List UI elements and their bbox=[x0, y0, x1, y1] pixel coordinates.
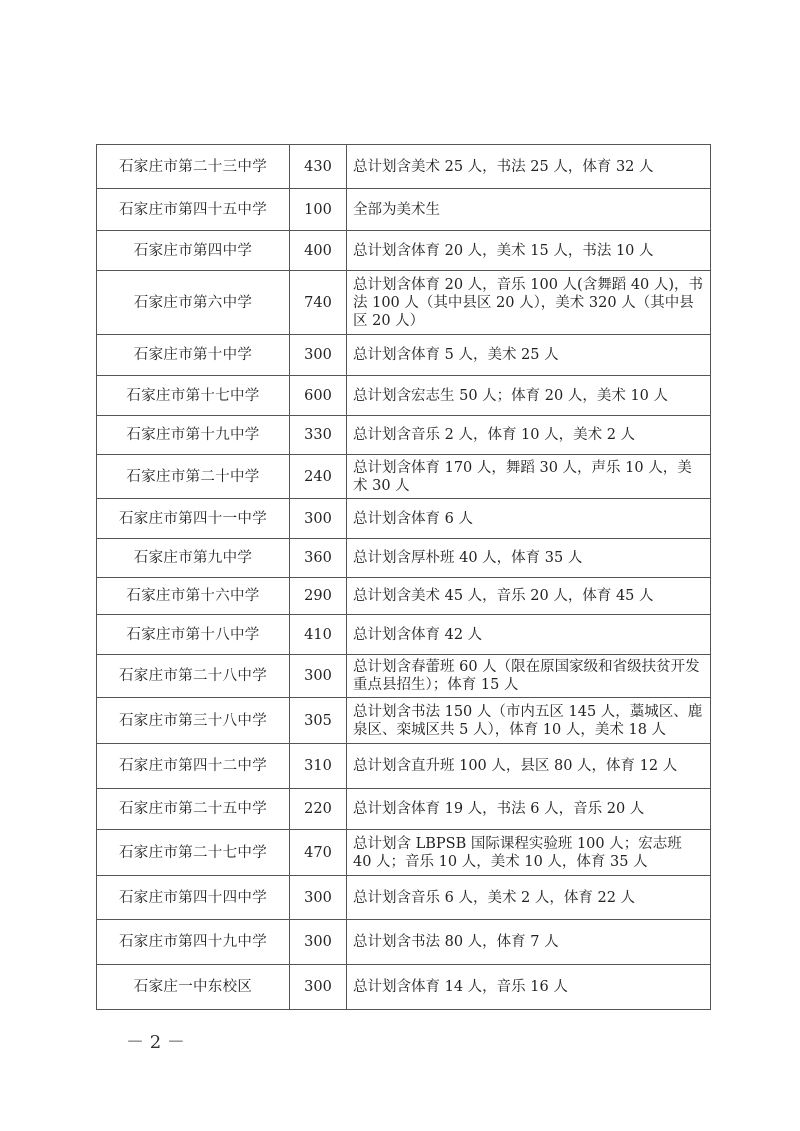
plan-note-cell: 总计划含美术 45 人，音乐 20 人，体育 45 人 bbox=[347, 578, 711, 615]
enrollment-count-cell: 330 bbox=[290, 416, 347, 455]
enrollment-plan-table bbox=[96, 144, 711, 1010]
table-row bbox=[97, 965, 711, 1010]
enrollment-count-cell: 740 bbox=[290, 271, 347, 335]
table-row bbox=[97, 416, 711, 455]
table-row bbox=[97, 578, 711, 615]
school-name-cell: 石家庄市第十七中学 bbox=[97, 376, 290, 416]
school-name-cell: 石家庄市第十六中学 bbox=[97, 578, 290, 615]
enrollment-count-cell: 430 bbox=[290, 145, 347, 189]
enrollment-count-cell: 100 bbox=[290, 189, 347, 231]
plan-note-cell: 总计划含音乐 2 人，体育 10 人，美术 2 人 bbox=[347, 416, 711, 455]
school-name-cell: 石家庄市第四十二中学 bbox=[97, 744, 290, 789]
table-row bbox=[97, 499, 711, 539]
school-name-cell: 石家庄市第二十五中学 bbox=[97, 789, 290, 830]
school-name-cell: 石家庄市第四十五中学 bbox=[97, 189, 290, 231]
enrollment-count-cell: 240 bbox=[290, 455, 347, 499]
table-row bbox=[97, 539, 711, 578]
table-row bbox=[97, 698, 711, 744]
plan-note-cell: 总计划含宏志生 50 人；体育 20 人，美术 10 人 bbox=[347, 376, 711, 416]
plan-note-cell: 总计划含体育 19 人，书法 6 人，音乐 20 人 bbox=[347, 789, 711, 830]
school-name-cell: 石家庄市第四十九中学 bbox=[97, 920, 290, 965]
school-name-cell: 石家庄市第二十三中学 bbox=[97, 145, 290, 189]
plan-note-cell: 总计划含体育 170 人，舞蹈 30 人，声乐 10 人，美术 30 人 bbox=[347, 455, 711, 499]
enrollment-count-cell: 400 bbox=[290, 231, 347, 271]
plan-note-cell: 总计划含音乐 6 人，美术 2 人，体育 22 人 bbox=[347, 876, 711, 920]
table-row bbox=[97, 876, 711, 920]
school-name-cell: 石家庄一中东校区 bbox=[97, 965, 290, 1010]
school-name-cell: 石家庄市第十中学 bbox=[97, 335, 290, 376]
enrollment-count-cell: 600 bbox=[290, 376, 347, 416]
plan-note-cell: 总计划含美术 25 人，书法 25 人，体育 32 人 bbox=[347, 145, 711, 189]
table-row bbox=[97, 271, 711, 335]
table-row bbox=[97, 830, 711, 876]
school-name-cell: 石家庄市第三十八中学 bbox=[97, 698, 290, 744]
enrollment-count-cell: 310 bbox=[290, 744, 347, 789]
school-name-cell: 石家庄市第十八中学 bbox=[97, 615, 290, 655]
plan-note-cell: 总计划含体育 20 人，美术 15 人，书法 10 人 bbox=[347, 231, 711, 271]
school-name-cell: 石家庄市第四十一中学 bbox=[97, 499, 290, 539]
enrollment-count-cell: 300 bbox=[290, 876, 347, 920]
school-name-cell: 石家庄市第六中学 bbox=[97, 271, 290, 335]
enrollment-count-cell: 470 bbox=[290, 830, 347, 876]
plan-note-cell: 总计划含体育 5 人，美术 25 人 bbox=[347, 335, 711, 376]
enrollment-count-cell: 410 bbox=[290, 615, 347, 655]
enrollment-count-cell: 300 bbox=[290, 655, 347, 698]
school-name-cell: 石家庄市第十九中学 bbox=[97, 416, 290, 455]
table-row bbox=[97, 455, 711, 499]
table-body bbox=[97, 145, 711, 1010]
plan-note-cell: 总计划含体育 14 人，音乐 16 人 bbox=[347, 965, 711, 1010]
school-name-cell: 石家庄市第二十八中学 bbox=[97, 655, 290, 698]
school-name-cell: 石家庄市第四中学 bbox=[97, 231, 290, 271]
page-number: － 2 － bbox=[126, 1032, 185, 1053]
enrollment-count-cell: 300 bbox=[290, 920, 347, 965]
table-row bbox=[97, 335, 711, 376]
school-name-cell: 石家庄市第二十七中学 bbox=[97, 830, 290, 876]
table-row bbox=[97, 231, 711, 271]
plan-note-cell: 全部为美术生 bbox=[347, 189, 711, 231]
plan-note-cell: 总计划含直升班 100 人，县区 80 人，体育 12 人 bbox=[347, 744, 711, 789]
plan-note-cell: 总计划含体育 42 人 bbox=[347, 615, 711, 655]
plan-note-cell: 总计划含体育 6 人 bbox=[347, 499, 711, 539]
table-row bbox=[97, 789, 711, 830]
school-name-cell: 石家庄市第四十四中学 bbox=[97, 876, 290, 920]
enrollment-count-cell: 305 bbox=[290, 698, 347, 744]
plan-note-cell: 总计划含书法 150 人（市内五区 145 人，藁城区、鹿泉区、栾城区共 5 人），体育 10 人，美术 18 人 bbox=[347, 698, 711, 744]
plan-note-cell: 总计划含春蕾班 60 人（限在原国家级和省级扶贫开发重点县招生）；体育 15 人 bbox=[347, 655, 711, 698]
school-name-cell: 石家庄市第二十中学 bbox=[97, 455, 290, 499]
table-row bbox=[97, 655, 711, 698]
enrollment-count-cell: 300 bbox=[290, 965, 347, 1010]
table-row bbox=[97, 189, 711, 231]
enrollment-count-cell: 220 bbox=[290, 789, 347, 830]
table-row bbox=[97, 145, 711, 189]
school-name-cell: 石家庄市第九中学 bbox=[97, 539, 290, 578]
plan-note-cell: 总计划含厚朴班 40 人，体育 35 人 bbox=[347, 539, 711, 578]
table-row bbox=[97, 744, 711, 789]
table-row bbox=[97, 376, 711, 416]
enrollment-count-cell: 360 bbox=[290, 539, 347, 578]
enrollment-count-cell: 300 bbox=[290, 335, 347, 376]
plan-note-cell: 总计划含体育 20 人，音乐 100 人(含舞蹈 40 人)，书法 100 人（其中县区 20 人），美术 320 人（其中县区 20 人） bbox=[347, 271, 711, 335]
plan-note-cell: 总计划含书法 80 人，体育 7 人 bbox=[347, 920, 711, 965]
plan-note-cell: 总计划含 LBPSB 国际课程实验班 100 人；宏志班 40 人；音乐 10 人，美术 10 人，体育 35 人 bbox=[347, 830, 711, 876]
table-row bbox=[97, 615, 711, 655]
table-row bbox=[97, 920, 711, 965]
enrollment-count-cell: 290 bbox=[290, 578, 347, 615]
enrollment-count-cell: 300 bbox=[290, 499, 347, 539]
